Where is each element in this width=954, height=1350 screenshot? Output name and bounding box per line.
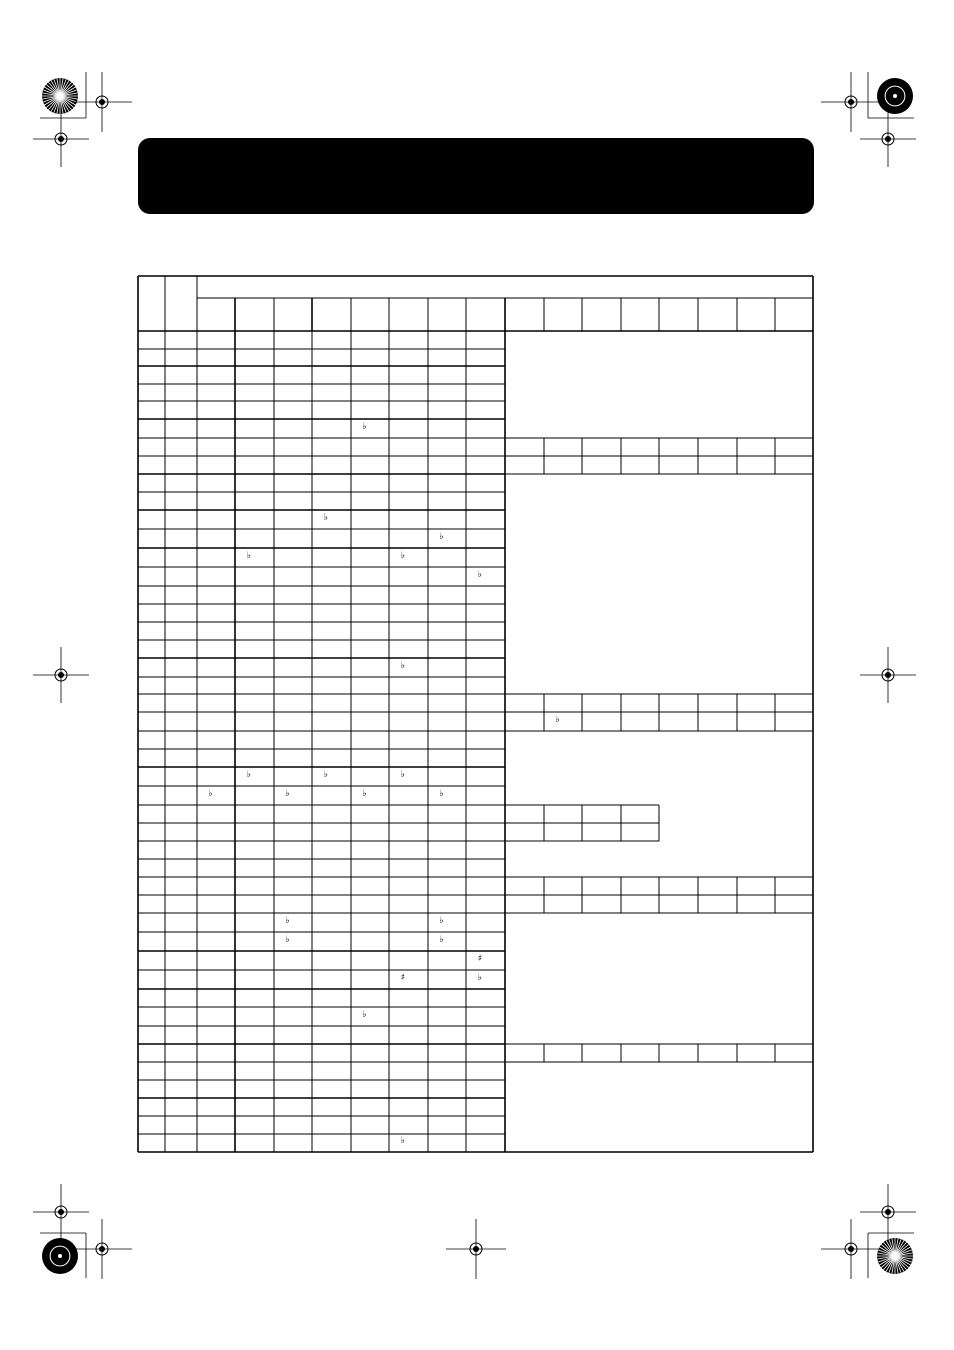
accidental-symbol: ♭ — [285, 915, 290, 926]
accidental-symbol: ♭ — [208, 788, 213, 799]
accidental-symbol: ♯ — [477, 953, 483, 964]
accidental-symbol: ♭ — [439, 934, 444, 945]
accidental-symbol: ♭ — [400, 769, 405, 780]
accidental-symbol: ♭ — [555, 714, 560, 725]
accidental-symbol: ♯ — [400, 972, 406, 983]
accidental-symbol: ♭ — [323, 769, 328, 780]
accidental-symbol: ♭ — [323, 512, 328, 523]
accidental-symbol: ♭ — [477, 972, 482, 983]
accidental-symbol: ♭ — [400, 1136, 405, 1146]
accidental-symbol: ♭ — [285, 934, 290, 945]
accidental-symbol: ♭ — [439, 788, 444, 799]
accidental-symbol: ♭ — [439, 915, 444, 926]
accidental-symbol: ♭ — [362, 1009, 367, 1020]
accidental-symbol: ♭ — [285, 788, 290, 799]
accidental-symbol: ♭ — [439, 531, 444, 542]
accidental-symbol: ♭ — [362, 421, 367, 432]
accidental-symbol: ♭ — [362, 788, 367, 799]
accidental-symbol: ♭ — [400, 550, 405, 561]
accidental-symbol: ♭ — [477, 569, 482, 580]
accidental-symbol: ♭ — [246, 550, 251, 561]
accidental-symbol: ♭ — [246, 769, 251, 780]
accidental-symbol: ♭ — [400, 660, 405, 671]
